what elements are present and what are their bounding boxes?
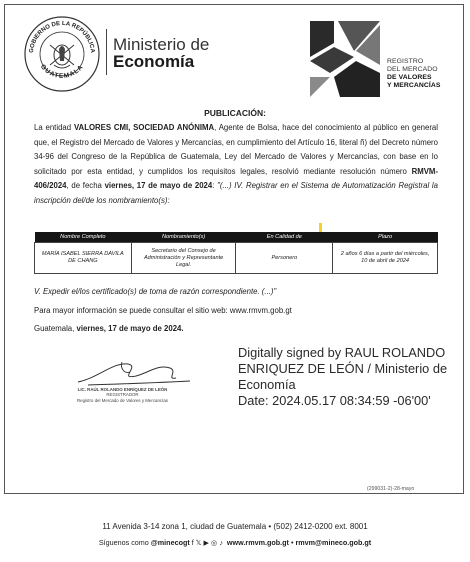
ministry-line-1: Ministerio de — [113, 35, 210, 54]
document-code: (299031-2)-28-mayo — [367, 486, 415, 492]
column-header: Nombramiento(s) — [131, 232, 236, 243]
registry-name — [387, 58, 441, 90]
header-divider — [106, 29, 107, 75]
signer-name: LIC. RAÚL ROLANDO ENRÍQUEZ DE LEÓN — [77, 387, 168, 392]
registry-line-3: DE VALORES — [387, 74, 432, 81]
table-cell: 2 años 6 días a partir del miércoles, 10 de abril de 2024 — [333, 243, 438, 274]
digital-signature-line: Digitally signed by RAUL ROLANDO — [238, 345, 446, 360]
publication-body — [34, 121, 438, 209]
svg-text:GOBIERNO DE LA REPÚBLICA: GOBIERNO DE LA REPÚBLICA — [28, 20, 96, 54]
closing-date: viernes, 17 de mayo de 2024. — [76, 324, 184, 333]
footer-follow-text: Síguenos como — [98, 538, 151, 547]
closing-place: Guatemala, — [34, 324, 77, 333]
table-row — [35, 243, 438, 274]
digital-signature-line: Economía — [238, 377, 296, 392]
registry-line-4: Y MERCANCÍAS — [387, 82, 441, 89]
column-header: En Calidad de — [236, 232, 333, 243]
registry-line-2: DEL MERCADO — [387, 66, 438, 73]
ministry-name — [113, 36, 209, 70]
table-header-row — [35, 232, 438, 243]
guatemala-seal-icon — [23, 15, 101, 93]
registry-line-1: REGISTRO — [387, 58, 424, 65]
entity-name: VALORES CMI, SOCIEDAD ANÓNIMA — [73, 123, 215, 132]
footer-email-link[interactable]: rmvm@mineco.gob.gt — [295, 538, 372, 547]
body-text-3: , de fecha — [66, 181, 105, 191]
footer-handle: @minecogt — [150, 538, 190, 547]
footer-website-link[interactable]: www.rmvm.gob.gt — [226, 538, 289, 547]
body-text-1: La entidad — [34, 123, 74, 132]
signer-role: REGISTRADOR — [106, 392, 139, 398]
body-text-2: , Agente de Bolsa, hace del conocimiento al público en general que, el Registro del Mercado de Valores y Mercancías, en cumplimiento del Artículo 16, literal ñ) del Decreto número 34-96 del Congreso de la República de Guatemala, Ley del Mercado de Valores y Mercancías, con base en lo solicitado por esta entidad, y cumplidos los requisitos legales, resolvió mediante resolución número — [34, 123, 439, 176]
column-header: Nombre Completo — [35, 232, 132, 243]
appointments-table — [34, 232, 438, 274]
more-info-text: Para mayor información se puede consultar el sitio web: www.rmvm.gob.gt — [34, 306, 292, 315]
body-text-4: : — [212, 181, 218, 191]
ministry-line-2: Economía — [113, 52, 195, 71]
resolution-date: viernes, 17 de mayo de 2024 — [104, 181, 213, 191]
footer-contacts — [0, 538, 470, 547]
publication-title: PUBLICACIÓN: — [204, 108, 266, 118]
signer-org: Registro del Mercado de Valores y Mercancías — [77, 397, 168, 403]
digital-signature — [238, 345, 447, 409]
registry-logo-icon — [310, 21, 380, 97]
resolution-number: RMVM-406/2024 — [34, 166, 438, 191]
closing-line — [34, 324, 184, 333]
column-header: Plazo — [333, 232, 438, 243]
table-cell: Secretario del Consejo de Administración y Representante Legal. — [131, 243, 236, 274]
table-cell: MARÍA ISABEL SIERRA DAVILA DE CHANG — [35, 243, 132, 274]
signature-caption — [45, 387, 200, 403]
footer-separator: • — [288, 538, 296, 547]
resolution-quote: "(...) IV. Registrar en el Sistema de Automatización Registral la inscripción del/de los nombramiento(s): — [34, 181, 438, 205]
table-cell: Personero — [236, 243, 333, 274]
svg-text:GUATEMALA: GUATEMALA — [38, 63, 86, 80]
after-table-text: V. Expedir el/los certificado(s) de toma de razón correspondiente. (...)" — [34, 287, 277, 296]
digital-signature-line: ENRIQUEZ DE LEÓN / Ministerio de — [238, 361, 448, 376]
digital-signature-line: Date: 2024.05.17 08:34:59 -06'00' — [238, 393, 431, 408]
social-icons: f 𝕏 ▶ ◎ ♪ — [191, 538, 223, 547]
footer-address: 11 Avenida 3-14 zona 1, ciudad de Guatemala • (502) 2412-0200 ext. 8001 — [102, 522, 368, 531]
